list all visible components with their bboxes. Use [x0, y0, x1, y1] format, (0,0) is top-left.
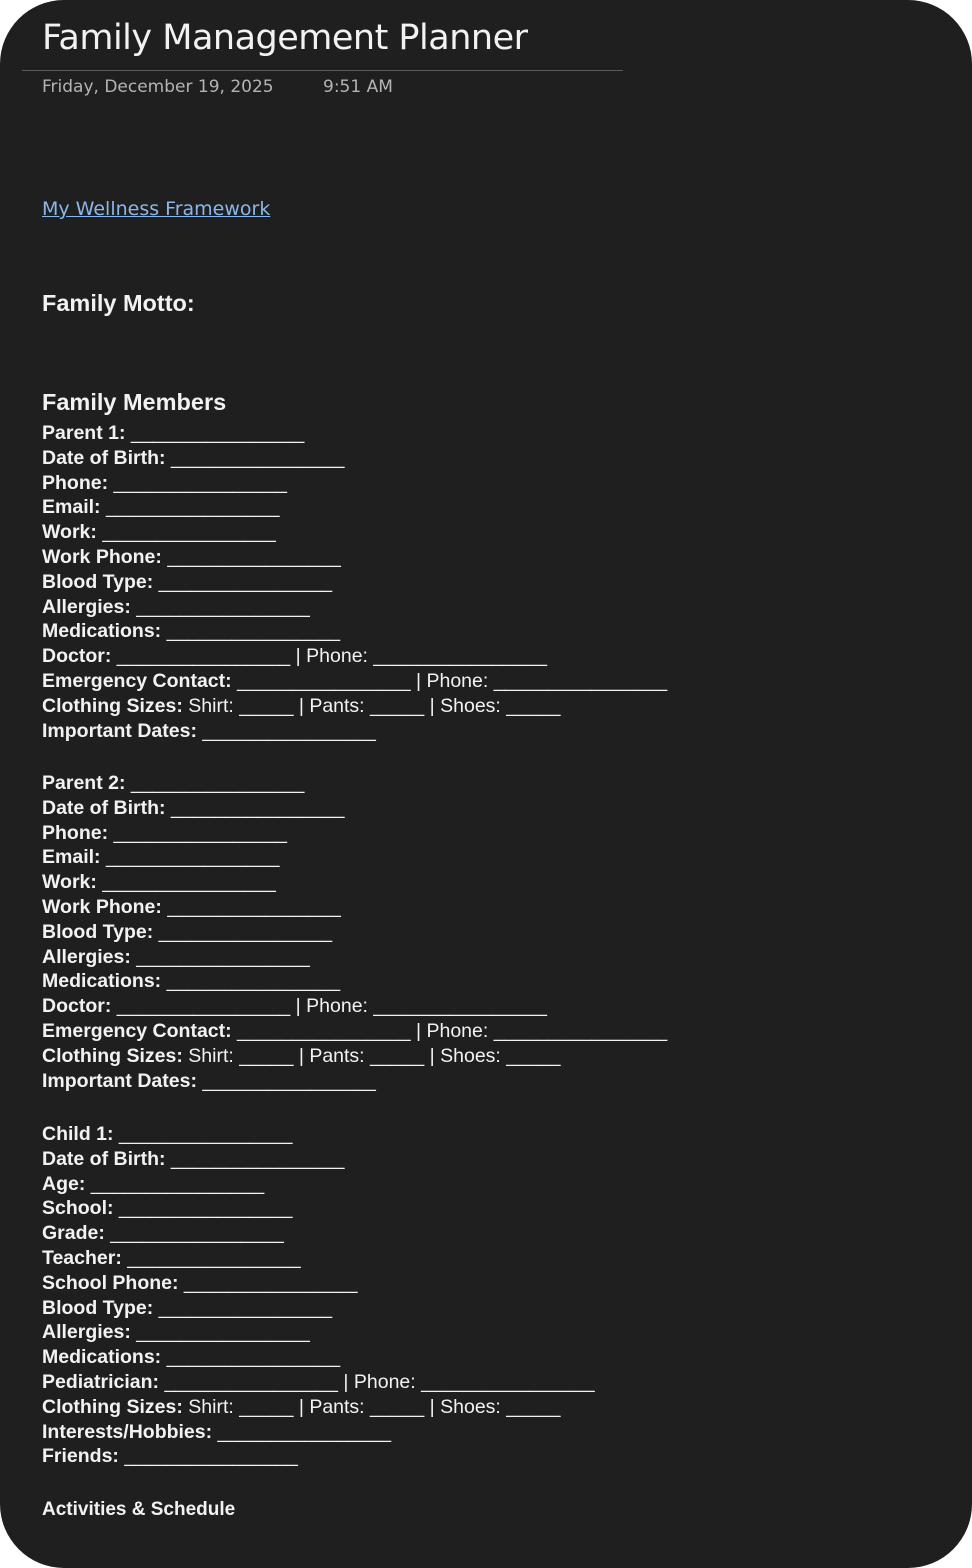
parent2-field[interactable] [42, 796, 942, 821]
parent1-field[interactable] [42, 520, 942, 545]
field-label: Clothing Sizes: [42, 694, 183, 717]
field-label: Emergency Contact: [42, 1019, 232, 1042]
field-value: ________________ [108, 821, 288, 844]
child1-field[interactable] [42, 1122, 942, 1147]
parent1-field[interactable] [42, 545, 942, 570]
child1-field[interactable] [42, 1196, 942, 1221]
parent2-field[interactable] [42, 994, 942, 1019]
parent1-field[interactable] [42, 644, 942, 669]
field-label: Doctor: [42, 645, 112, 668]
field-value: ________________ [85, 1172, 265, 1195]
field-value: ________________ [125, 772, 305, 794]
field-label: School Phone: [42, 1271, 179, 1294]
field-label: Date of Birth: [42, 1147, 166, 1170]
field-value: Shirt: _____ | Pants: _____ | Shoes: _____ [182, 694, 561, 717]
parent1-section [42, 421, 942, 743]
field-label: Phone: [42, 471, 109, 494]
field-value: ________________ [100, 846, 280, 869]
field-label: Important Dates: [42, 1069, 197, 1092]
child1-field[interactable] [42, 1444, 942, 1469]
field-label: Clothing Sizes: [42, 1044, 183, 1067]
field-value: ________________ [153, 1296, 333, 1319]
field-value: ________________ [161, 970, 341, 993]
field-label: Important Dates: [42, 719, 197, 742]
field-label: Blood Type: [42, 920, 154, 943]
field-value: ________________ | Phone: ________________ [231, 669, 668, 692]
field-label: Blood Type: [42, 1296, 154, 1319]
wellness-framework-link[interactable]: My Wellness Framework [42, 198, 271, 220]
parent1-field[interactable] [42, 595, 942, 620]
field-value: ________________ [118, 1445, 298, 1468]
field-label: Parent 1: [42, 422, 126, 444]
field-value: Shirt: _____ | Pants: _____ | Shoes: _____ [182, 1044, 561, 1067]
field-value: ________________ [125, 422, 305, 444]
field-label: Work: [42, 521, 97, 544]
child1-field[interactable] [42, 1221, 942, 1246]
field-label: Clothing Sizes: [42, 1395, 183, 1418]
page-title[interactable]: Family Management Planner [42, 18, 528, 58]
field-value: ________________ [96, 521, 276, 544]
field-value: ________________ [130, 595, 310, 618]
child1-field[interactable] [42, 1172, 942, 1197]
field-value: ________________ [96, 871, 276, 894]
field-label: Allergies: [42, 595, 131, 618]
field-value: ________________ [196, 719, 376, 742]
parent2-field[interactable] [42, 845, 942, 870]
parent2-field[interactable] [42, 895, 942, 920]
parent2-section [42, 771, 942, 1093]
field-value: ________________ [196, 1069, 376, 1092]
page-date: Friday, December 19, 2025 [42, 77, 274, 97]
parent1-field[interactable] [42, 619, 942, 644]
child1-field[interactable] [42, 1147, 942, 1172]
field-label: Age: [42, 1172, 86, 1195]
parent1-field[interactable] [42, 694, 942, 719]
parent2-field[interactable] [42, 1069, 942, 1094]
parent1-field[interactable] [42, 719, 942, 744]
field-label: Email: [42, 846, 101, 869]
parent2-field[interactable] [42, 969, 942, 994]
field-label: Interests/Hobbies: [42, 1420, 213, 1443]
parent1-field[interactable] [42, 570, 942, 595]
field-value: ________________ [108, 471, 288, 494]
parent1-field[interactable] [42, 495, 942, 520]
parent2-field[interactable] [42, 920, 942, 945]
field-label: Allergies: [42, 1321, 131, 1344]
field-value: ________________ | Phone: ________________ [111, 995, 547, 1018]
child1-field[interactable] [42, 1320, 942, 1345]
field-label: Blood Type: [42, 570, 154, 593]
activities-schedule-heading: Activities & Schedule [42, 1499, 236, 1520]
field-label: Work Phone: [42, 545, 162, 568]
field-value: ________________ [100, 496, 280, 519]
child1-section [42, 1122, 942, 1469]
parent2-field[interactable] [42, 870, 942, 895]
field-value: ________________ [113, 1197, 293, 1220]
page-time: 9:51 AM [323, 77, 393, 97]
field-label: Child 1: [42, 1123, 114, 1145]
field-label: Grade: [42, 1222, 105, 1245]
field-value: ________________ | Phone: ________________ [111, 645, 547, 668]
child1-field[interactable] [42, 1345, 942, 1370]
field-label: Teacher: [42, 1246, 122, 1269]
child1-field[interactable] [42, 1370, 942, 1395]
parent1-field[interactable] [42, 421, 942, 446]
parent1-field[interactable] [42, 471, 942, 496]
field-value: Shirt: _____ | Pants: _____ | Shoes: _____ [182, 1395, 561, 1418]
child1-field[interactable] [42, 1271, 942, 1296]
family-members-heading: Family Members [42, 389, 227, 415]
field-label: Medications: [42, 970, 162, 993]
child1-field[interactable] [42, 1395, 942, 1420]
field-label: Emergency Contact: [42, 669, 232, 692]
parent2-field[interactable] [42, 771, 942, 796]
field-label: Phone: [42, 821, 109, 844]
parent1-field[interactable] [42, 669, 942, 694]
field-label: Parent 2: [42, 772, 126, 794]
parent2-field[interactable] [42, 945, 942, 970]
field-value: ________________ [121, 1246, 301, 1269]
field-label: Work Phone: [42, 895, 162, 918]
child1-field[interactable] [42, 1420, 942, 1445]
field-value: ________________ [165, 1147, 345, 1170]
field-label: Email: [42, 496, 101, 519]
field-value: ________________ | Phone: ________________ [159, 1370, 595, 1393]
field-label: Date of Birth: [42, 796, 166, 819]
child1-field[interactable] [42, 1296, 942, 1321]
field-value: ________________ [178, 1271, 358, 1294]
field-value: ________________ [165, 796, 345, 819]
field-value: ________________ [165, 446, 345, 469]
field-value: ________________ [104, 1222, 284, 1245]
field-label: Medications: [42, 1346, 162, 1369]
field-label: Doctor: [42, 995, 112, 1018]
field-value: ________________ | Phone: ________________ [231, 1019, 668, 1042]
family-motto-heading: Family Motto: [42, 290, 195, 316]
field-label: Work: [42, 871, 97, 894]
child1-field[interactable] [42, 1246, 942, 1271]
field-label: Allergies: [42, 945, 131, 968]
field-value: ________________ [153, 570, 333, 593]
field-value: ________________ [130, 945, 310, 968]
field-label: Friends: [42, 1445, 119, 1468]
parent1-field[interactable] [42, 446, 942, 471]
field-value: ________________ [161, 620, 341, 643]
field-value: ________________ [161, 545, 341, 568]
field-value: ________________ [130, 1321, 310, 1344]
parent2-field[interactable] [42, 1019, 942, 1044]
field-label: Medications: [42, 620, 162, 643]
field-value: ________________ [161, 1346, 341, 1369]
field-label: School: [42, 1197, 114, 1220]
title-divider [22, 70, 623, 71]
parent2-field[interactable] [42, 821, 942, 846]
field-label: Pediatrician: [42, 1370, 160, 1393]
field-value: ________________ [212, 1420, 392, 1443]
field-value: ________________ [153, 920, 333, 943]
field-value: ________________ [113, 1123, 293, 1145]
parent2-field[interactable] [42, 1044, 942, 1069]
field-label: Date of Birth: [42, 446, 166, 469]
field-value: ________________ [161, 895, 341, 918]
